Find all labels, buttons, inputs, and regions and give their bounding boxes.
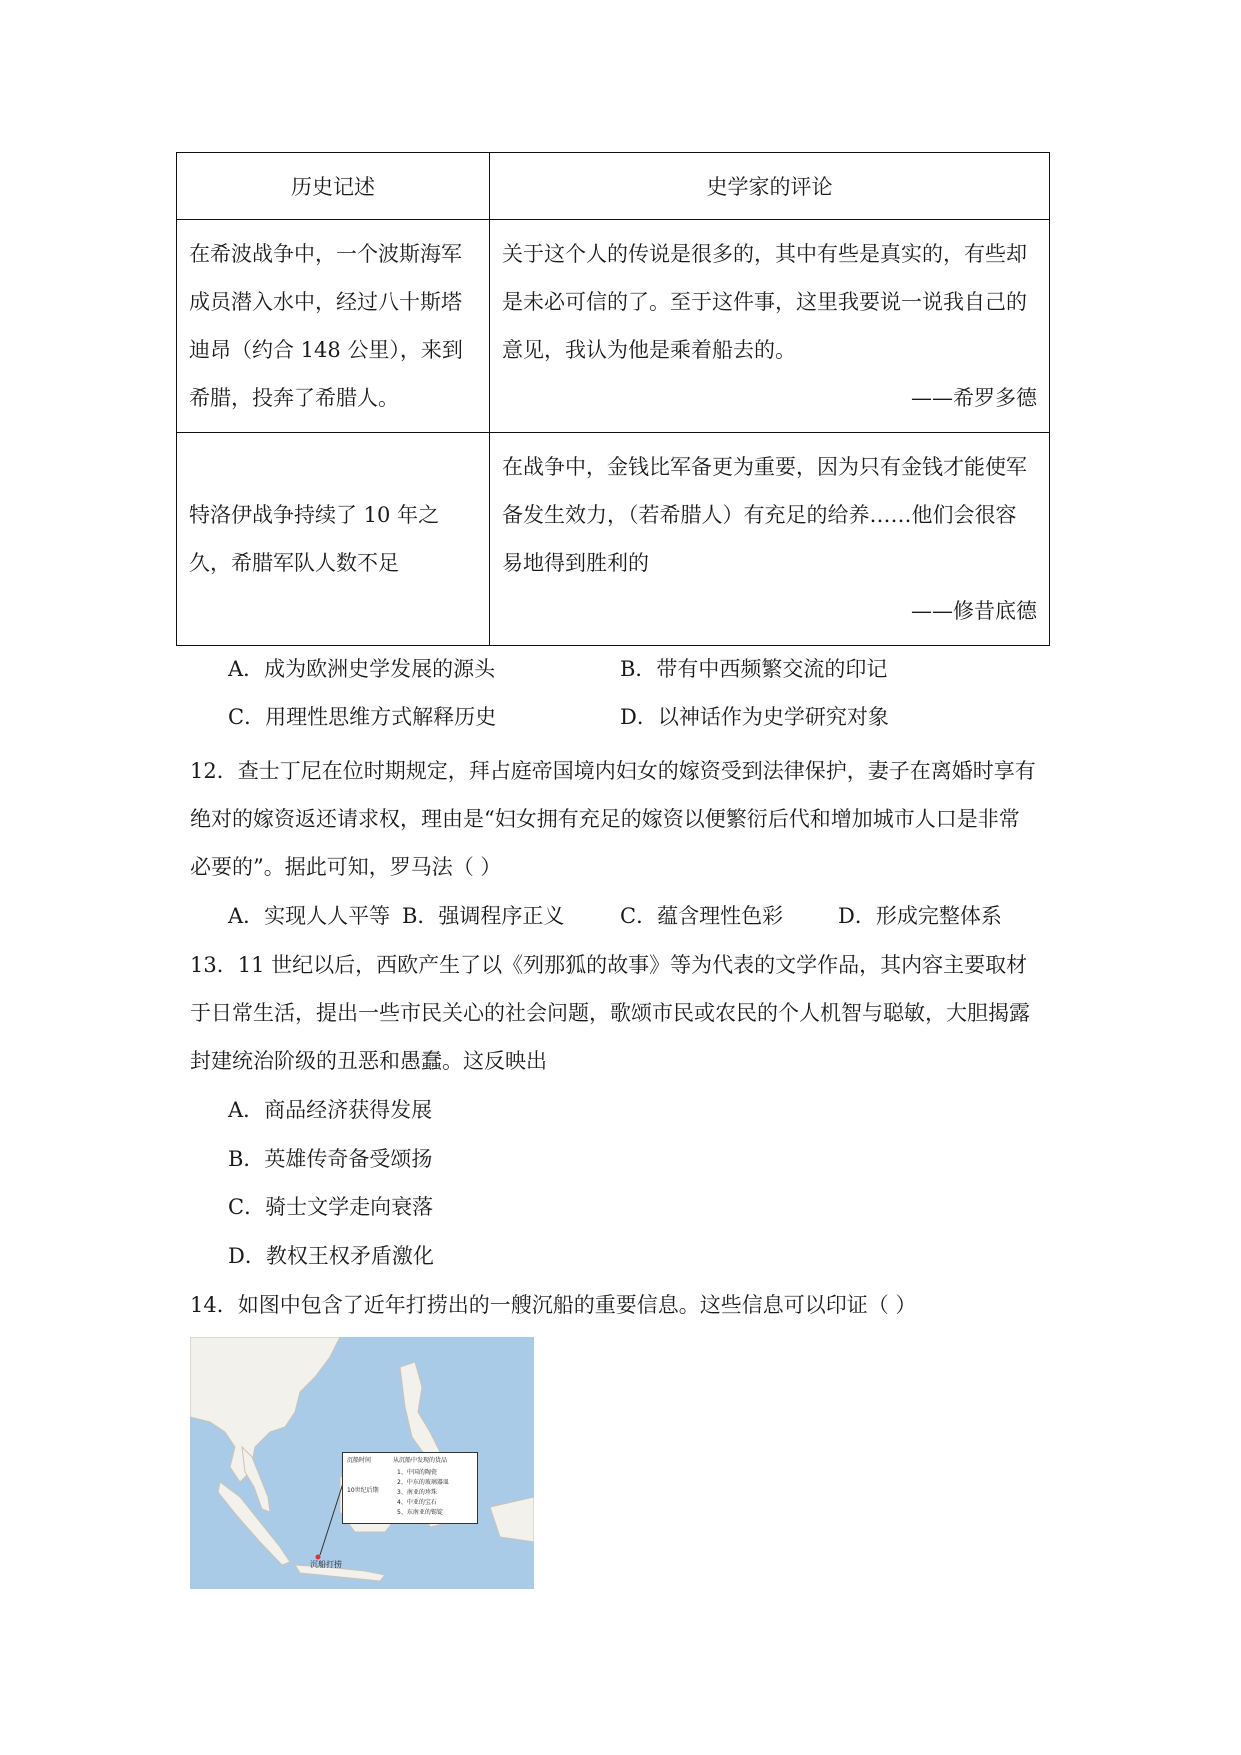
salvage-label: 沉船打捞 [310, 1560, 342, 1569]
q13-stem-line: 封建统治阶级的丑恶和愚蠢。这反映出 [190, 1049, 547, 1073]
goods-item: 2、中东的玻璃器皿 [397, 1479, 449, 1486]
q11-option-d[interactable]: D．以神话作为史学研究对象 [620, 705, 889, 729]
comment-author: ——修昔底德 [911, 599, 1037, 623]
q12-stem-line: 12．查士丁尼在位时期规定，拜占庭帝国境内妇女的嫁资受到法律保护，妻子在离婚时享有 [190, 759, 1036, 783]
q12-stem-line: 必要的”。据此可知，罗马法（ ） [190, 855, 502, 879]
goods-item: 3、南亚的珍珠 [397, 1489, 437, 1496]
goods-item: 5、东南亚的锡锭 [397, 1509, 443, 1516]
comment-text: 关于这个人的传说是很多的，其中有些是真实的，有些却是未必可信的了。至于这件事，这里我要说一说我自己的意见，我认为他是乘着船去的。 [502, 242, 1027, 362]
wreck-time: 10世纪后期 [347, 1487, 379, 1494]
record-cell: 在希波战争中，一个波斯海军成员潜入水中，经过八十斯塔迪昂（约合 148 公里），来到希腊，投奔了希腊人。 [177, 220, 490, 433]
table-row [177, 433, 1050, 646]
comment-text: 在战争中，金钱比军备更为重要，因为只有金钱才能使军备发生效力，（若希腊人）有充足的给养……他们会很容易地得到胜利的 [502, 455, 1027, 575]
record-cell: 特洛伊战争持续了 10 年之久，希腊军队人数不足 [177, 433, 490, 646]
comment-cell [490, 433, 1050, 646]
shipwreck-info-table [342, 1452, 478, 1524]
goods-item: 1、中国的陶瓷 [397, 1469, 437, 1476]
q13-stem-line: 于日常生活，提出一些市民关心的社会问题，歌颂市民或农民的个人机智与聪敏，大胆揭露 [190, 1001, 1030, 1025]
q14-stem-line: 14．如图中包含了近年打捞出的一艘沉船的重要信息。这些信息可以印证（ ） [190, 1293, 917, 1317]
q11-option-a[interactable]: A．成为欧洲史学发展的源头 [228, 657, 496, 681]
header-record: 历史记述 [177, 153, 490, 220]
q12-stem-line: 绝对的嫁资返还请求权，理由是“妇女拥有充足的嫁资以便繁衍后代和增加城市人口是非常 [190, 807, 1020, 831]
comment-author: ——希罗多德 [911, 386, 1037, 410]
q13-option-b[interactable]: B．英雄传奇备受颂扬 [228, 1147, 433, 1171]
header-comment: 史学家的评论 [490, 153, 1050, 220]
goods-header: 从沉船中发现的货品 [393, 1457, 448, 1464]
q11-option-c[interactable]: C．用理性思维方式解释历史 [228, 705, 497, 729]
q11-option-b[interactable]: B．带有中西频繁交流的印记 [620, 657, 888, 681]
table-header-row [177, 153, 1050, 220]
shipwreck-map [190, 1337, 534, 1589]
q12-option-b[interactable]: B．强调程序正义 [402, 904, 565, 928]
q12-option-c[interactable]: C．蕴含理性色彩 [620, 904, 784, 928]
time-header: 沉船时间 [347, 1457, 372, 1464]
q13-stem-line: 13．11 世纪以后，西欧产生了以《列那狐的故事》等为代表的文学作品，其内容主要取材 [190, 953, 1028, 977]
q13-option-c[interactable]: C．骑士文学走向衰落 [228, 1195, 434, 1219]
q13-option-d[interactable]: D．教权王权矛盾激化 [228, 1244, 434, 1268]
history-table [176, 152, 1050, 646]
table-row [177, 220, 1050, 433]
q13-option-a[interactable]: A．商品经济获得发展 [228, 1098, 433, 1122]
q12-option-d[interactable]: D．形成完整体系 [838, 904, 1002, 928]
q12-option-a[interactable]: A．实现人人平等 [228, 904, 391, 928]
goods-item: 4、中亚的宝石 [397, 1499, 437, 1506]
comment-cell [490, 220, 1050, 433]
